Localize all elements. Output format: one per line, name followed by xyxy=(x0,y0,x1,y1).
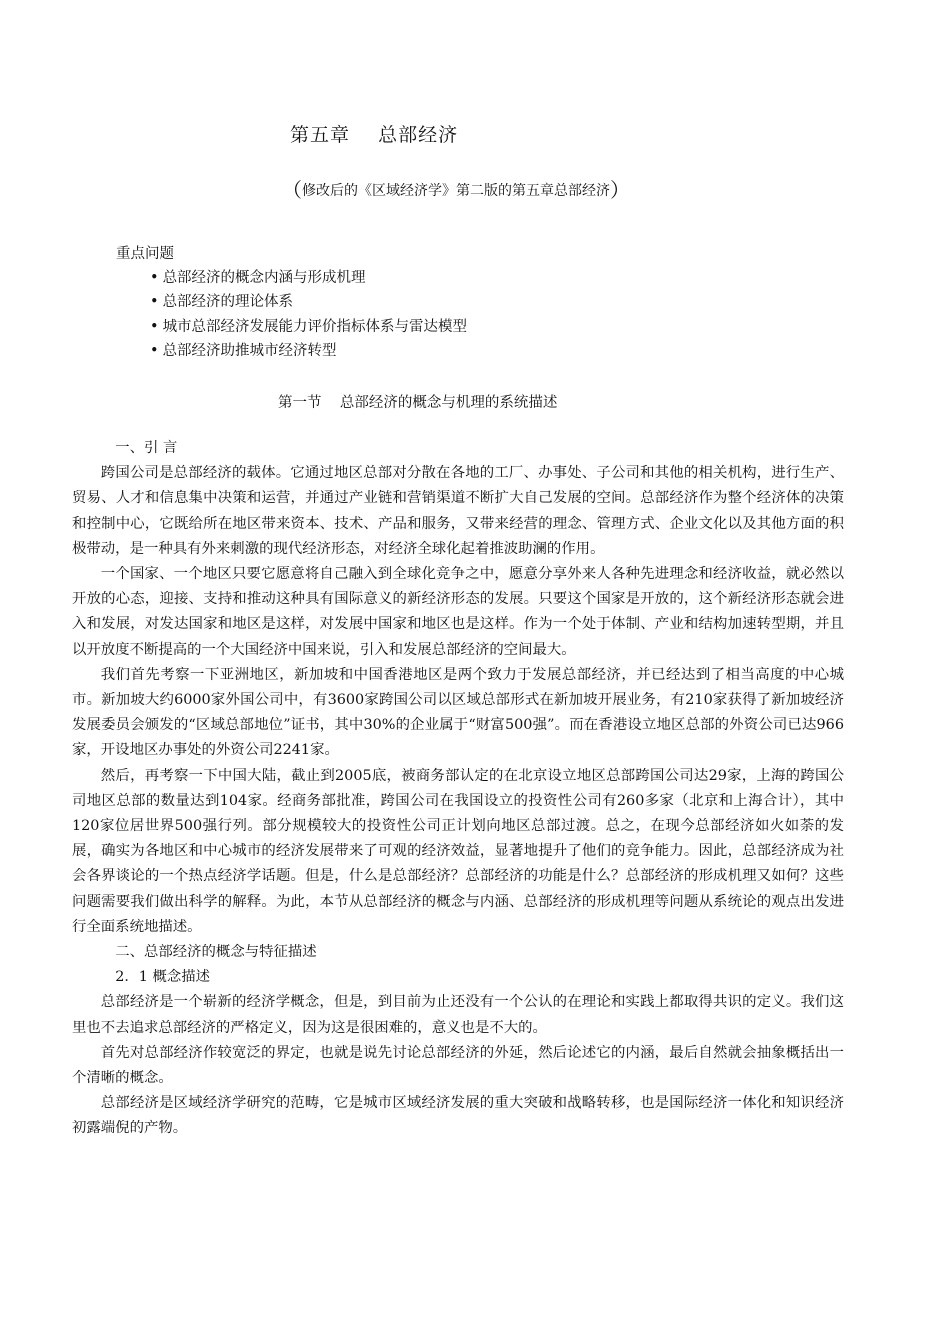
section-title: 第一节 总部经济的概念与机理的系统描述 xyxy=(278,395,558,411)
key-issues-list xyxy=(150,266,467,363)
heading-concept-description: 2．1 概念描述 xyxy=(115,969,211,986)
subtitle-text: 修改后的《区域经济学》第二版的第五章总部经济 xyxy=(302,183,610,199)
key-issue-item: • 总部经济的概念内涵与形成机理 xyxy=(150,266,467,290)
paragraph: 首先对总部经济作较宽泛的界定，也就是说先讨论总部经济的外延，然后论述它的内涵，最后自然就会抽象概括出一个清晰的概念。 xyxy=(72,1044,844,1087)
heading-concept: 二、总部经济的概念与特征描述 xyxy=(115,944,317,961)
section-body xyxy=(72,436,844,1142)
key-issue-item: • 城市总部经济发展能力评价指标体系与雷达模型 xyxy=(150,315,467,339)
paragraph: 我们首先考察一下亚洲地区，新加坡和中国香港地区是两个致力于发展总部经济，并已经达到了相当高度的中心城市。新加坡大约6000家外国公司中，有3600家跨国公司以区域总部形式在新加坡开展业务，有210家获得了新加坡经济发展委员会颁发的“区域总部地位”证书，其中30%的企业属于“财富500强”。而在香港设立地区总部的外资公司已达966家，开设地区办事处的外资公司2241家。 xyxy=(72,666,844,759)
key-issues-title: 重点问题 xyxy=(116,246,174,262)
key-issue-item: • 总部经济助推城市经济转型 xyxy=(150,339,467,363)
paragraph: 一个国家、一个地区只要它愿意将自己融入到全球化竞争之中，愿意分享外来人各种先进理念和经济收益，就必然以开放的心态，迎接、支持和推动这种具有国际意义的新经济形态的发展。只要这个国家是开放的，这个新经济形态就会进入和发展，对发达国家和地区是这样，对发展中国家和地区也是这样。作为一个处于体制、产业和结构加速转型期，并且以开放度不断提高的一个大国经济中国来说，引入和发展总部经济的空间最大。 xyxy=(72,566,844,658)
key-issue-item: • 总部经济的理论体系 xyxy=(150,290,467,314)
subtitle-close-paren: ） xyxy=(610,178,630,202)
subtitle-open-paren: （ xyxy=(282,178,302,202)
paragraph: 总部经济是区域经济学研究的范畴，它是城市区域经济发展的重大突破和战略转移，也是国际经济一体化和知识经济初露端倪的产物。 xyxy=(72,1095,844,1137)
chapter-subtitle xyxy=(282,174,630,203)
paragraph: 跨国公司是总部经济的载体。它通过地区总部对分散在各地的工厂、办事处、子公司和其他的相关机构，进行生产、贸易、人才和信息集中决策和运营，并通过产业链和营销渠道不断扩大自己发展的空间。总部经济作为整个经济体的决策和控制中心，它既给所在地区带来资本、技术、产品和服务，又带来经营的理念、管理方式、企业文化以及其他方面的积极带动，是一种具有外来刺激的现代经济形态，对经济全球化起着推波助澜的作用。 xyxy=(72,465,844,557)
paragraph: 然后，再考察一下中国大陆，截止到2005底，被商务部认定的在北京设立地区总部跨国公司达29家，上海的跨国公司地区总部的数量达到104家。经商务部批准，跨国公司在我国设立的投资性公司有260多家（北京和上海合计），其中120家位居世界500强行列。部分规模较大的投资性公司正计划向地区总部过渡。总之，在现今总部经济如火如荼的发展，确实为各地区和中心城市的经济发展带来了可观的经济效益，显著地提升了他们的竞争能力。因此，总部经济成为社会各界谈论的一个热点经济学话题。但是，什么是总部经济？总部经济的功能是什么？总部经济的形成机理又如何？这些问题需要我们做出科学的解释。为此，本节从总部经济的概念与内涵、总部经济的形成机理等问题从系统论的观点出发进行全面系统地描述。 xyxy=(72,767,844,935)
heading-introduction: 一、引 言 xyxy=(115,440,178,456)
chapter-title: 第五章 总部经济 xyxy=(290,124,459,146)
paragraph: 总部经济是一个崭新的经济学概念，但是，到目前为止还没有一个公认的在理论和实践上都取得共识的定义。我们这里也不去追求总部经济的严格定义，因为这是很困难的，意义也是不大的。 xyxy=(72,994,844,1036)
